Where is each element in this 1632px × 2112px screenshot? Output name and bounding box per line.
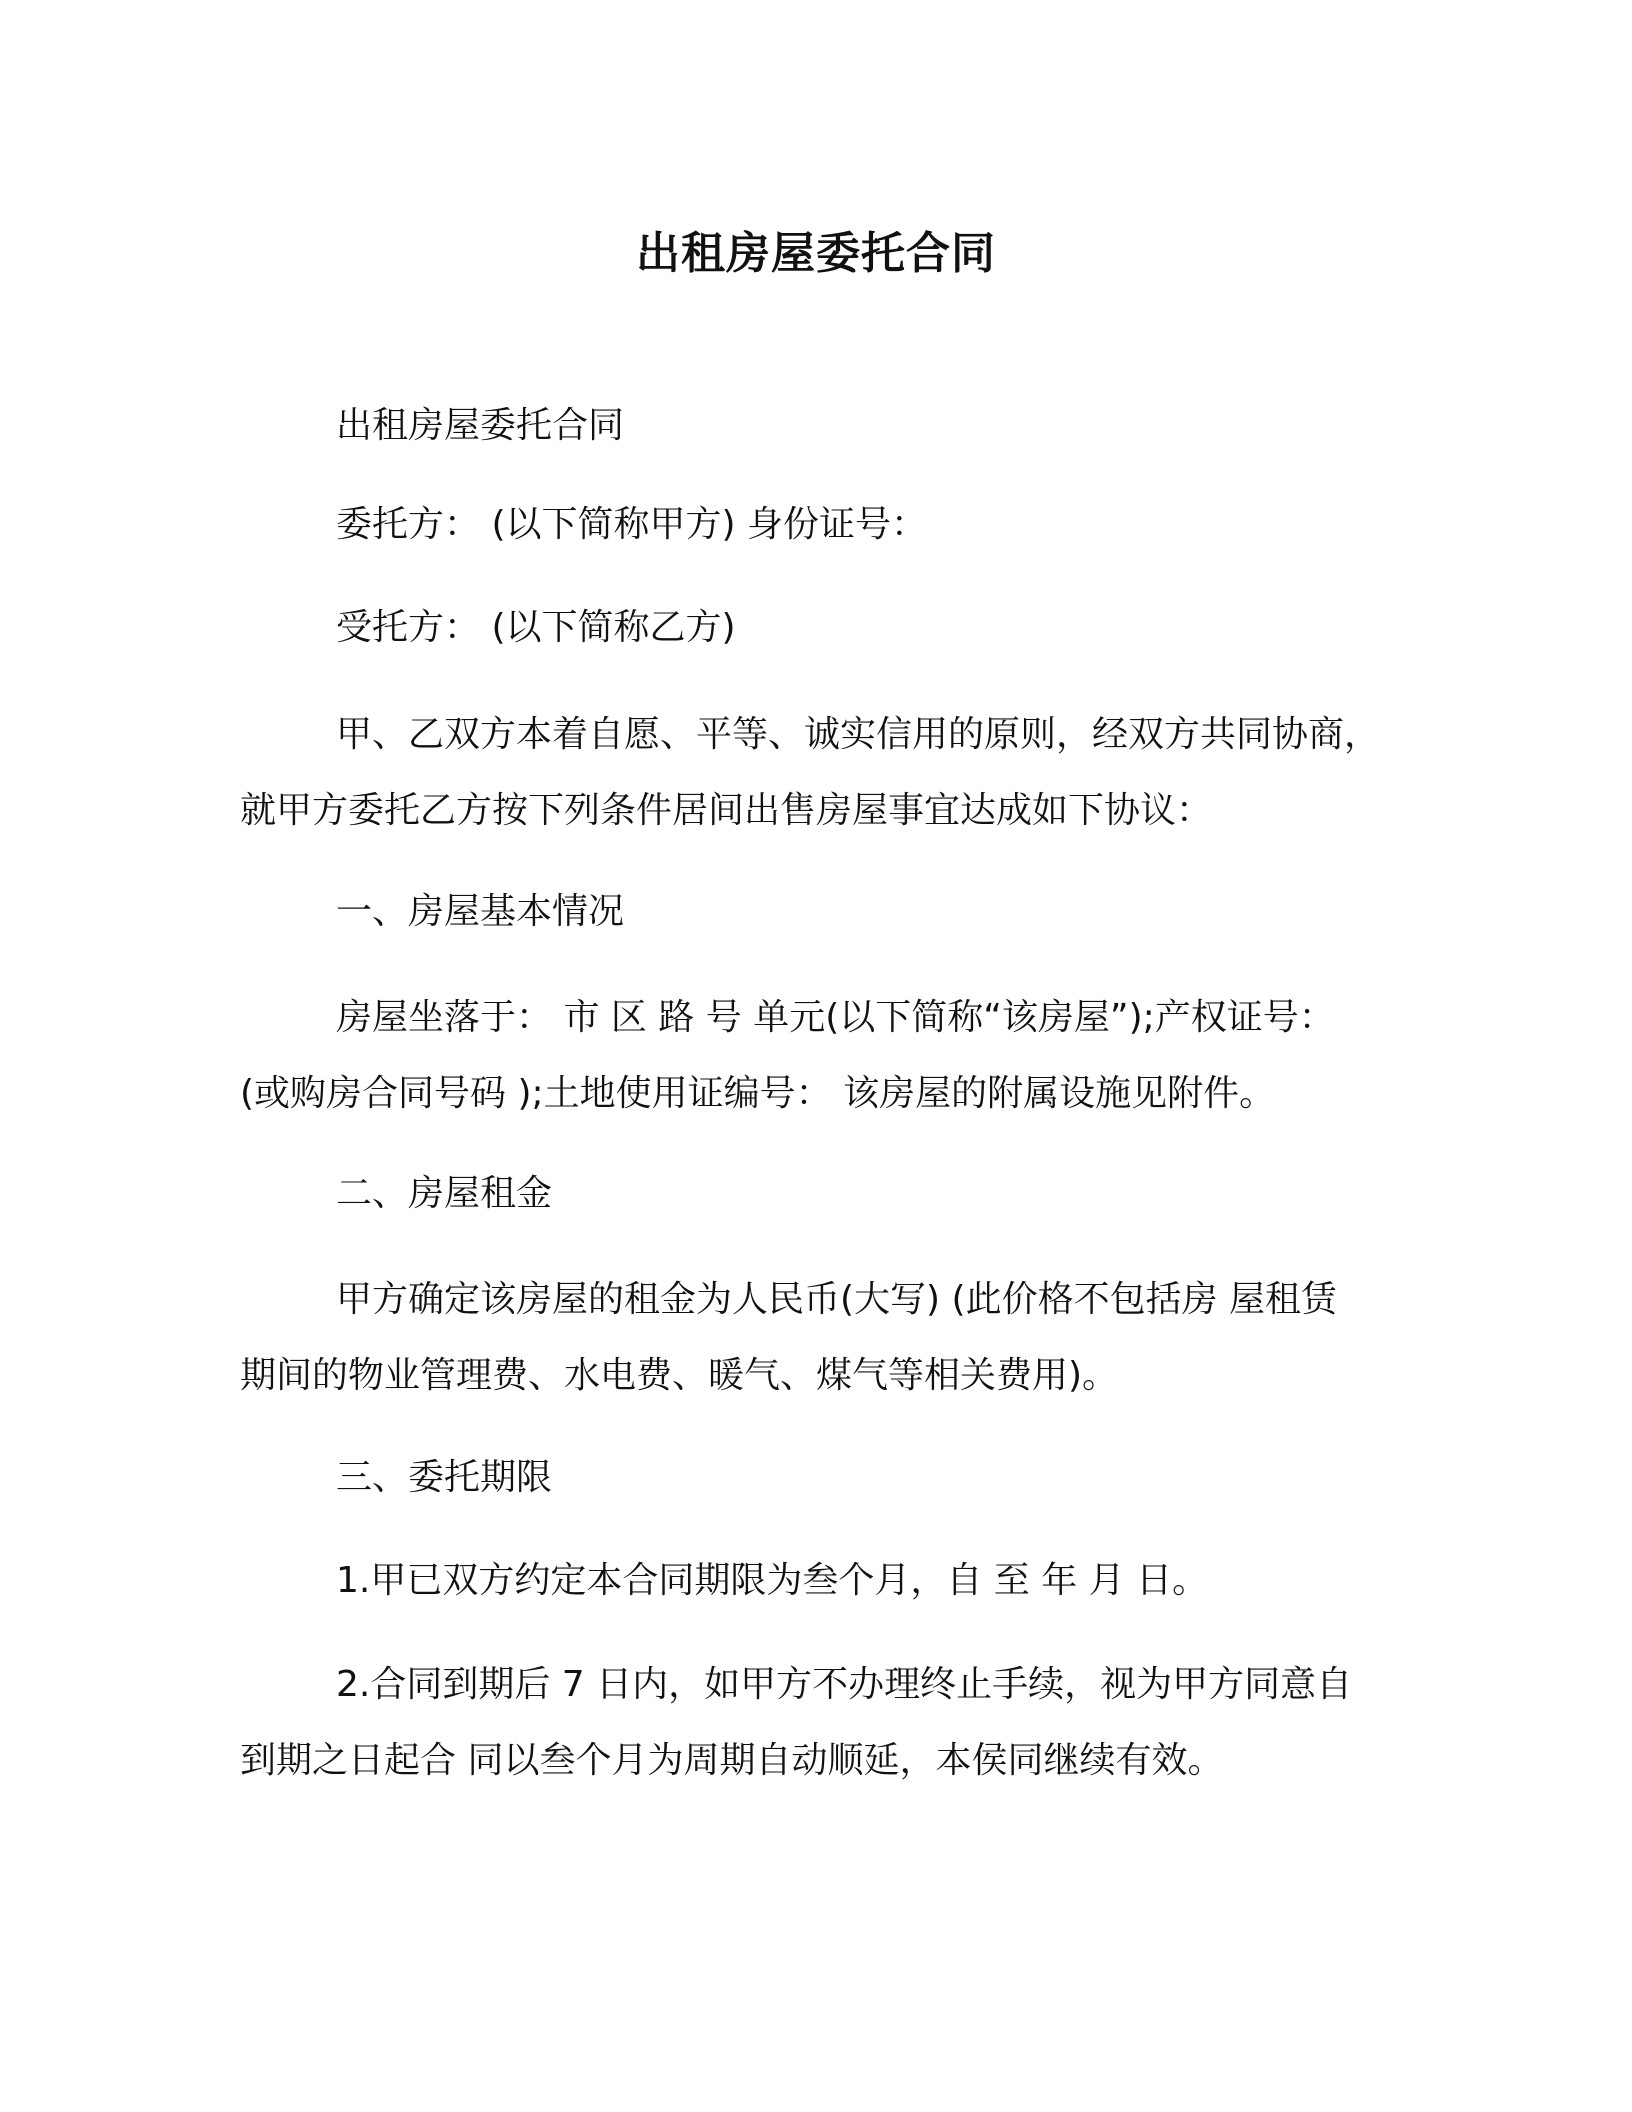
paragraph-line: 受托方： (以下简称乙方) bbox=[336, 607, 736, 648]
section-heading-2 bbox=[240, 1156, 1412, 1232]
section-heading-1 bbox=[240, 874, 1412, 950]
paragraph-term-2 bbox=[240, 1647, 1412, 1799]
paragraph-client bbox=[240, 487, 1412, 563]
paragraph-line: 二、房屋租金 bbox=[336, 1173, 553, 1214]
paragraph-line: 委托方： (以下简称甲方) 身份证号： bbox=[336, 504, 927, 545]
paragraph-trustee bbox=[240, 590, 1412, 666]
paragraph-line: 就甲方委托乙方按下列条件居间出售房屋事宜达成如下协议： bbox=[240, 790, 1213, 831]
paragraph-line: 1.甲已双方约定本合同期限为叁个月，自 至 年 月 日。 bbox=[336, 1560, 1209, 1601]
paragraph-line: 三、委托期限 bbox=[336, 1457, 553, 1498]
paragraph-line: 甲、乙双方本着自愿、平等、诚实信用的原则，经双方共同协商， bbox=[336, 714, 1381, 755]
paragraph-house-location bbox=[240, 980, 1412, 1132]
paragraph-rent bbox=[240, 1262, 1412, 1414]
paragraph-heading-repeat bbox=[240, 388, 1412, 464]
paragraph-term-1 bbox=[240, 1543, 1412, 1619]
paragraph-line: (或购房合同号码 );土地使用证编号： 该房屋的附属设施见附件。 bbox=[240, 1073, 1276, 1114]
paragraph-line: 房屋坐落于： 市 区 路 号 单元(以下简称“该房屋”);产权证号： bbox=[336, 997, 1335, 1038]
document-title: 出租房屋委托合同 bbox=[636, 228, 996, 279]
paragraph-line: 一、房屋基本情况 bbox=[336, 891, 625, 932]
paragraph-line: 到期之日起合 同以叁个月为周期自动顺延，本侯同继续有效。 bbox=[240, 1740, 1224, 1781]
paragraph-line: 甲方确定该房屋的租金为人民币(大写) (此价格不包括房 屋租赁 bbox=[336, 1279, 1338, 1320]
paragraph-preamble bbox=[240, 697, 1412, 849]
paragraph-line: 2.合同到期后 7 日内，如甲方不办理终止手续，视为甲方同意自 bbox=[336, 1664, 1353, 1705]
paragraph-line: 期间的物业管理费、水电费、暖气、煤气等相关费用)。 bbox=[240, 1355, 1119, 1396]
section-heading-3 bbox=[240, 1440, 1412, 1516]
paragraph-line: 出租房屋委托合同 bbox=[336, 405, 625, 446]
